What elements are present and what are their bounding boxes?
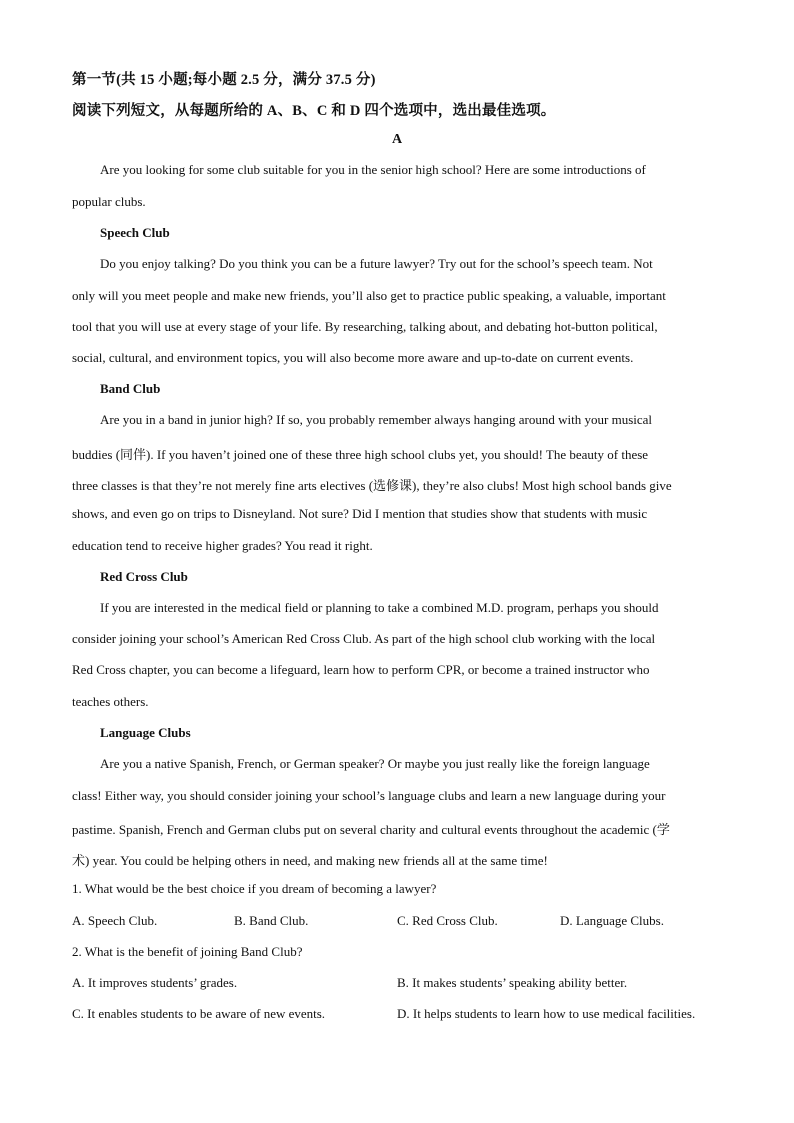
option-a[interactable]: A. It improves students’ grades. (72, 975, 238, 990)
option-d[interactable]: D. It helps students to learn how to use medical facilities. (397, 1006, 696, 1021)
option-b[interactable]: B. It makes students’ speaking ability better. (397, 975, 628, 990)
section-title-red-cross-club: Red Cross Club (100, 569, 188, 584)
paragraph-line: teaches others. (72, 694, 149, 709)
paragraph-line: Red Cross chapter, you can become a lifeguard, learn how to perform CPR, or become a trained instructor who (72, 662, 650, 677)
paragraph-line: 术) year. You could be helping others in need, and making new friends all at the same time! (72, 853, 548, 868)
option-c[interactable]: C. It enables students to be aware of new events. (72, 1006, 326, 1021)
paragraph-line: Are you a native Spanish, French, or German speaker? Or maybe you just really like the foreign language (100, 756, 650, 771)
section-title-language-clubs: Language Clubs (100, 725, 191, 740)
paragraph-line: If you are interested in the medical field or planning to take a combined M.D. program, perhaps you should (100, 600, 659, 615)
instructions: 阅读下列短文，从每题所给的 A、B、C 和 D 四个选项中，选出最佳选项。 (72, 103, 556, 119)
paragraph-line: consider joining your school’s American Red Cross Club. As part of the high school club working with the local (72, 631, 656, 646)
paragraph-line: pastime. Spanish, French and German clubs put on several charity and cultural events throughout the academic (学 (72, 822, 670, 837)
intro-line: Are you looking for some club suitable for you in the senior high school? Here are some introductions of (100, 162, 646, 177)
paragraph-line: shows, and even go on trips to Disneyland. Not sure? Did I mention that studies show that students with music (72, 506, 648, 521)
intro-line: popular clubs. (72, 194, 146, 209)
section-header: 第一节(共 15 小题;每小题 2.5 分，满分 37.5 分) (72, 72, 376, 88)
paragraph-line: Do you enjoy talking? Do you think you can be a future lawyer? Try out for the school’s speech team. Not (100, 256, 653, 271)
paragraph-line: social, cultural, and environment topics, you will also become more aware and up-to-date on current events. (72, 350, 634, 365)
section-title-speech-club: Speech Club (100, 225, 170, 240)
paragraph-line: tool that you will use at every stage of your life. By researching, talking about, and debating hot-button political, (72, 319, 658, 334)
option-b[interactable]: B. Band Club. (234, 913, 309, 928)
option-c[interactable]: C. Red Cross Club. (397, 913, 498, 928)
paragraph-line: Are you in a band in junior high? If so, you probably remember always hanging around with your musical (100, 412, 653, 427)
question-stem: 1. What would be the best choice if you dream of becoming a lawyer? (72, 881, 437, 896)
option-d[interactable]: D. Language Clubs. (560, 913, 664, 928)
paragraph-line: education tend to receive higher grades? You read it right. (72, 538, 373, 553)
passage-label: A (391, 132, 403, 147)
paragraph-line: class! Either way, you should consider joining your school’s language clubs and learn a new language during your (72, 788, 666, 803)
paragraph-line: three classes is that they’re not merely fine arts electives (选修课), they’re also clubs! Most high school bands give (72, 478, 672, 493)
option-a[interactable]: A. Speech Club. (72, 913, 158, 928)
paragraph-line: buddies (同伴). If you haven’t joined one of these three high school clubs yet, you should! The beauty of these (72, 447, 649, 462)
section-title-band-club: Band Club (100, 381, 161, 396)
paragraph-line: only will you meet people and make new friends, you’ll also get to practice public speaking, a valuable, important (72, 288, 666, 303)
question-stem: 2. What is the benefit of joining Band Club? (72, 944, 303, 959)
